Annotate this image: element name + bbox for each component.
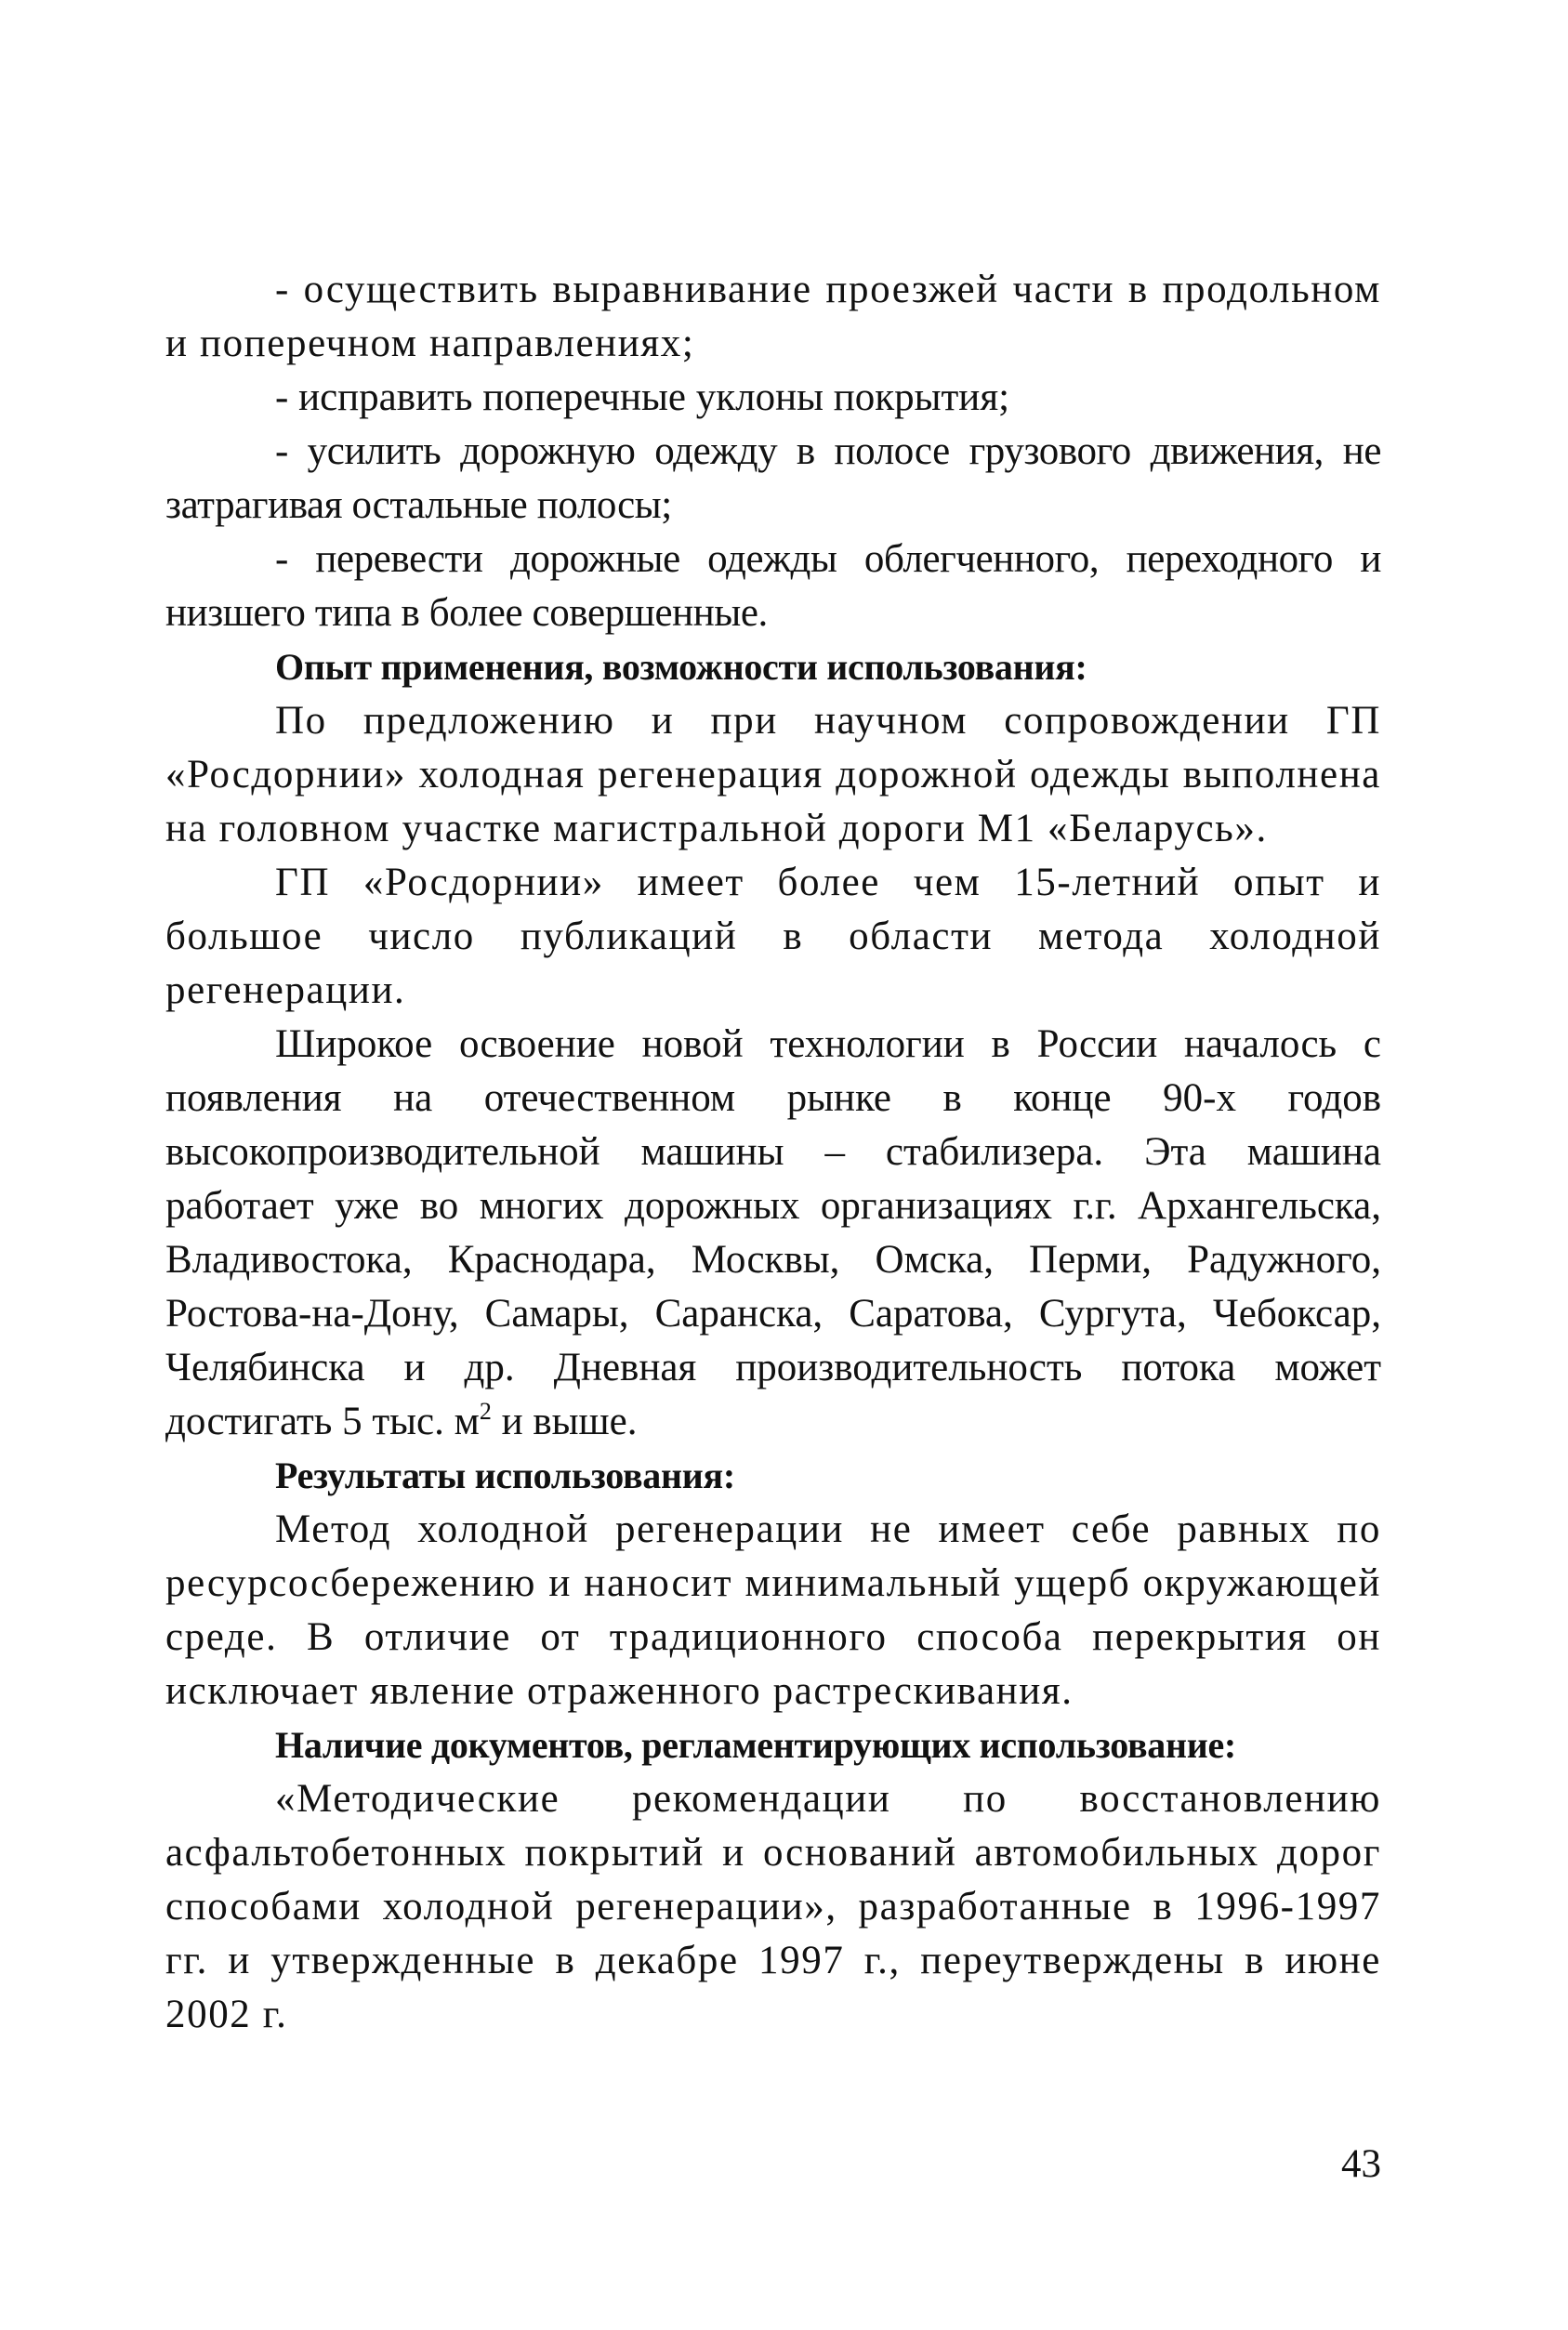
- paragraph-experience-3-tail: и выше.: [491, 1400, 638, 1443]
- paragraph-experience-1: По предложению и при научном сопровождении ГП «Росдорнии» холодная регенерация дорожной одежды выполнена на головном участке магистральной дороги М1 «Беларусь».: [165, 699, 1381, 850]
- list-item-reinforce: - усилить дорожную одежду в полосе грузового движения, не затрагивая остальные полосы;: [165, 429, 1381, 527]
- paragraph-documents: «Методические рекомендации по восстановлению асфальтобетонных покрытий и оснований автомобильных дорог способами холодной регенерации», разработанные в 1996-1997 гг. и утвержденные в декабре 1997 г., переутверждены в июне 2002 г.: [165, 1777, 1381, 2036]
- paragraph-results: Метод холодной регенерации не имеет себе равных по ресурсосбережению и наносит минимальный ущерб окружающей среде. В отличие от традиционного способа перекрытия он исключает явление отраженного растрескивания.: [165, 1507, 1381, 1713]
- paragraph-experience-3: [165, 1018, 1381, 1449]
- list-item-slopes: - исправить поперечные уклоны покрытия;: [275, 375, 1010, 419]
- heading-experience: Опыт применения, возможности использования:: [275, 646, 1087, 688]
- square-superscript: 2: [479, 1398, 492, 1425]
- page-body: [165, 263, 1381, 2042]
- page-number: 43: [1341, 2142, 1381, 2186]
- list-item-leveling: - осуществить выравнивание проезжей части в продольном и поперечном направлениях;: [165, 268, 1381, 365]
- paragraph-experience-3-text: Широкое освоение новой технологии в России началось с появления на отечественном рынке в конце 90-х годов высокопроизводительной машины – стабилизера. Эта машина работает уже во многих дорожных организациях г.г. Архангельска, Владивостока, Краснодара, Москвы, Омска, Перми, Радужного, Ростова-на-Дону, Самары, Саранска, Саратова, Сургута, Чебоксар, Челябинска и др. Дневная производительность потока может достигать 5 тыс. м: [165, 1022, 1381, 1443]
- list-item-convert: - перевести дорожные одежды облегченного, переходного и низшего типа в более совершенные.: [165, 537, 1381, 635]
- heading-documents: Наличие документов, регламентирующих использование:: [275, 1724, 1236, 1766]
- heading-results: Результаты использования:: [275, 1455, 735, 1496]
- paragraph-experience-2: ГП «Росдорнии» имеет более чем 15-летний опыт и большое число публикаций в области метода холодной регенерации.: [165, 861, 1381, 1012]
